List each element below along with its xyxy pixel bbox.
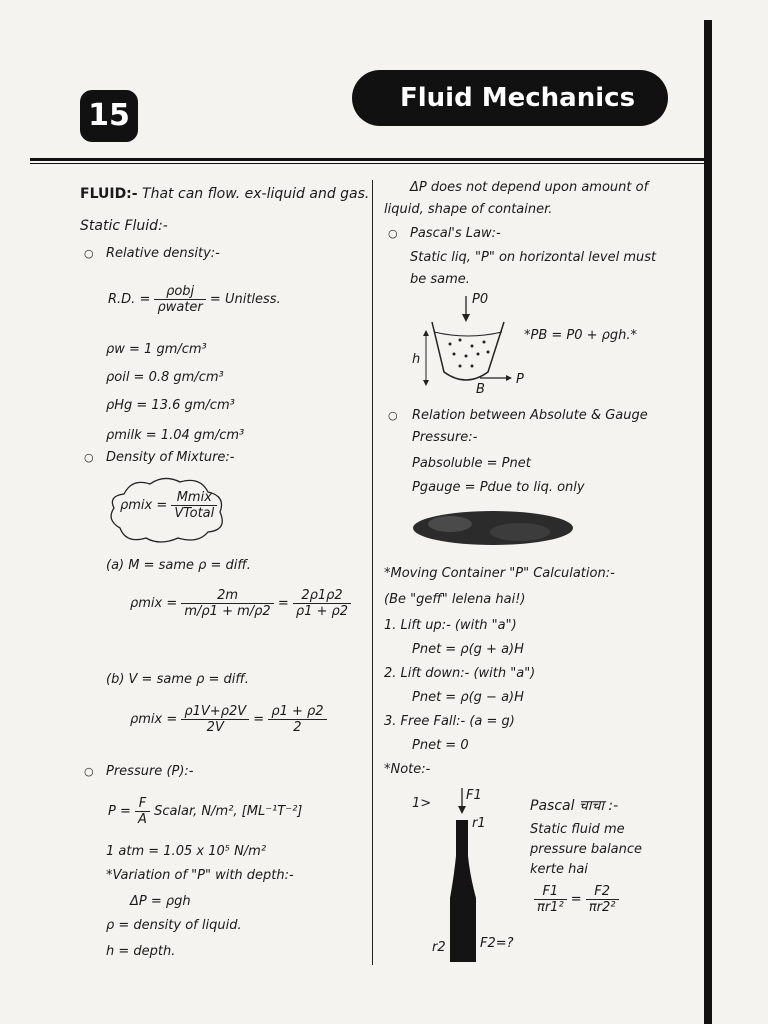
pressure-formula — [108, 796, 302, 827]
header-rule-thin — [30, 163, 710, 164]
b-eq: = — [253, 712, 265, 727]
density-mixture-heading: Density of Mixture:- — [106, 450, 235, 465]
geff-note: (Be "geff" lelena hai!) — [384, 592, 526, 607]
column-divider — [372, 180, 373, 965]
p-fraction — [135, 796, 150, 827]
free-fall: 3. Free Fall:- (a = g) — [384, 714, 515, 729]
dp-note-cont: liquid, shape of container. — [384, 202, 553, 217]
bullet-icon: ○ — [388, 409, 398, 422]
pascal-law-heading: Pascal's Law:- — [410, 226, 501, 241]
mix-formula — [120, 490, 217, 521]
eq-frac2 — [586, 884, 619, 915]
note-heading: *Note:- — [384, 762, 431, 777]
p-absolute: Pabsoluble = Pnet — [412, 456, 531, 471]
lift-up: 1. Lift up:- (with "a") — [384, 618, 517, 633]
rd-den: ρwater — [157, 300, 203, 315]
pascal-chacha: Pascal चाचा :- — [530, 798, 619, 814]
p-num: F — [135, 796, 150, 812]
container-diagram — [408, 290, 528, 400]
page-edge-shadow — [704, 20, 712, 1024]
a-frac2 — [293, 588, 351, 619]
static-fluid-heading: Static Fluid:- — [80, 218, 168, 234]
rd-num: ρobj — [154, 284, 205, 300]
p-gauge: Pgauge = Pdue to liq. only — [412, 480, 585, 495]
a-den1: m/ρ1 + m/ρ2 — [184, 604, 271, 619]
case-a-formula — [130, 588, 351, 619]
a-num2: 2ρ1ρ2 — [293, 588, 351, 604]
rho-definition: ρ = density of liquid. — [106, 918, 242, 933]
b-den2: 2 — [293, 720, 302, 735]
pressure-heading: Pressure (P):- — [106, 764, 194, 779]
chapter-number: 15 — [80, 90, 138, 142]
pascal-definition-cont: be same. — [410, 272, 470, 287]
pressure-balance: pressure balance — [530, 842, 643, 857]
chapter-title: Fluid Mechanics — [352, 70, 668, 126]
b-num1: ρ1V+ρ2V — [181, 704, 249, 720]
mix-num: Mmix — [171, 490, 217, 506]
case-a: (a) M = same ρ = diff. — [106, 558, 251, 573]
lift-down-equation: Pnet = ρ(g − a)H — [412, 690, 524, 705]
eq-frac1 — [534, 884, 567, 915]
case-b-formula — [130, 704, 327, 735]
rd-formula — [108, 284, 281, 315]
b-frac1 — [181, 704, 249, 735]
mix-den: VTotal — [174, 506, 215, 521]
pascal-definition: Static liq, "P" on horizontal level must — [410, 250, 657, 265]
free-fall-equation: Pnet = 0 — [412, 738, 469, 753]
bottle-r2: r2 — [432, 940, 446, 955]
diagram-b: B — [476, 382, 485, 397]
rho-oil: ρoil = 0.8 gm/cm³ — [106, 370, 224, 385]
relation-heading: Relation between Absolute & Gauge — [412, 408, 648, 423]
rho-water: ρw = 1 gm/cm³ — [106, 342, 207, 357]
lift-down: 2. Lift down:- (with "a") — [384, 666, 536, 681]
a-den2: ρ1 + ρ2 — [295, 604, 349, 619]
kerte-hai: kerte hai — [530, 862, 588, 877]
rho-milk: ρmilk = 1.04 gm/cm³ — [106, 428, 245, 443]
p-lhs: P = — [108, 804, 131, 819]
fluid-heading: FLUID:- — [80, 186, 138, 202]
lift-up-equation: Pnet = ρ(g + a)H — [412, 642, 524, 657]
a-frac1 — [181, 588, 273, 619]
rd-lhs: R.D. = — [108, 292, 151, 307]
variation-heading: *Variation of "P" with depth:- — [106, 868, 294, 883]
bottle-r1: r1 — [472, 816, 486, 831]
pascal-equation — [534, 884, 619, 915]
mix-lhs: ρmix = — [120, 498, 168, 513]
bullet-icon: ○ — [84, 765, 94, 778]
dp-formula: ΔP = ρgh — [130, 894, 191, 909]
fluid-def-text: That can flow. ex-liquid and gas. — [142, 186, 370, 202]
moving-container-heading: *Moving Container "P" Calculation:- — [384, 566, 615, 581]
bullet-icon: ○ — [388, 227, 398, 240]
a-lhs: ρmix = — [130, 596, 178, 611]
eq-den1: πr1² — [537, 900, 564, 915]
p-den: A — [138, 812, 147, 827]
header-rule — [30, 158, 710, 161]
b-lhs: ρmix = — [130, 712, 178, 727]
rd-fraction — [154, 284, 205, 315]
rd-rhs: = Unitless. — [209, 292, 281, 307]
b-num2: ρ1 + ρ2 — [268, 704, 326, 720]
scribbled-out-icon — [410, 508, 576, 548]
bullet-icon: ○ — [84, 451, 94, 464]
a-num1: 2m — [181, 588, 273, 604]
a-eq: = — [277, 596, 289, 611]
mix-fraction — [171, 490, 217, 521]
bottle-f1: F1 — [466, 788, 482, 803]
b-den1: 2V — [206, 720, 224, 735]
note-number: 1> — [412, 796, 432, 811]
eq-num2: F2 — [586, 884, 619, 900]
eq-den2: πr2² — [588, 900, 616, 915]
relative-density-heading: Relative density:- — [106, 246, 220, 261]
bottle-f2: F2=? — [480, 936, 514, 951]
diagram-h: h — [412, 352, 421, 367]
diagram-p: P — [516, 372, 524, 387]
b-frac2 — [268, 704, 326, 735]
eq-num1: F1 — [534, 884, 567, 900]
rho-mercury: ρHg = 13.6 gm/cm³ — [106, 398, 235, 413]
h-definition: h = depth. — [106, 944, 176, 959]
diagram-p0: P0 — [472, 292, 489, 307]
fluid-definition — [80, 186, 369, 202]
case-b: (b) V = same ρ = diff. — [106, 672, 249, 687]
p-rhs: Scalar, N/m², [ML⁻¹T⁻²] — [154, 804, 303, 819]
eq-eq: = — [570, 892, 582, 907]
static-fluid-me: Static fluid me — [530, 822, 625, 837]
dp-note: ΔP does not depend upon amount of — [410, 180, 649, 195]
pb-formula: *PB = P0 + ρgh.* — [524, 328, 638, 343]
relation-heading-cont: Pressure:- — [412, 430, 478, 445]
atm-value: 1 atm = 1.05 x 10⁵ N/m² — [106, 844, 267, 859]
bullet-icon: ○ — [84, 247, 94, 260]
